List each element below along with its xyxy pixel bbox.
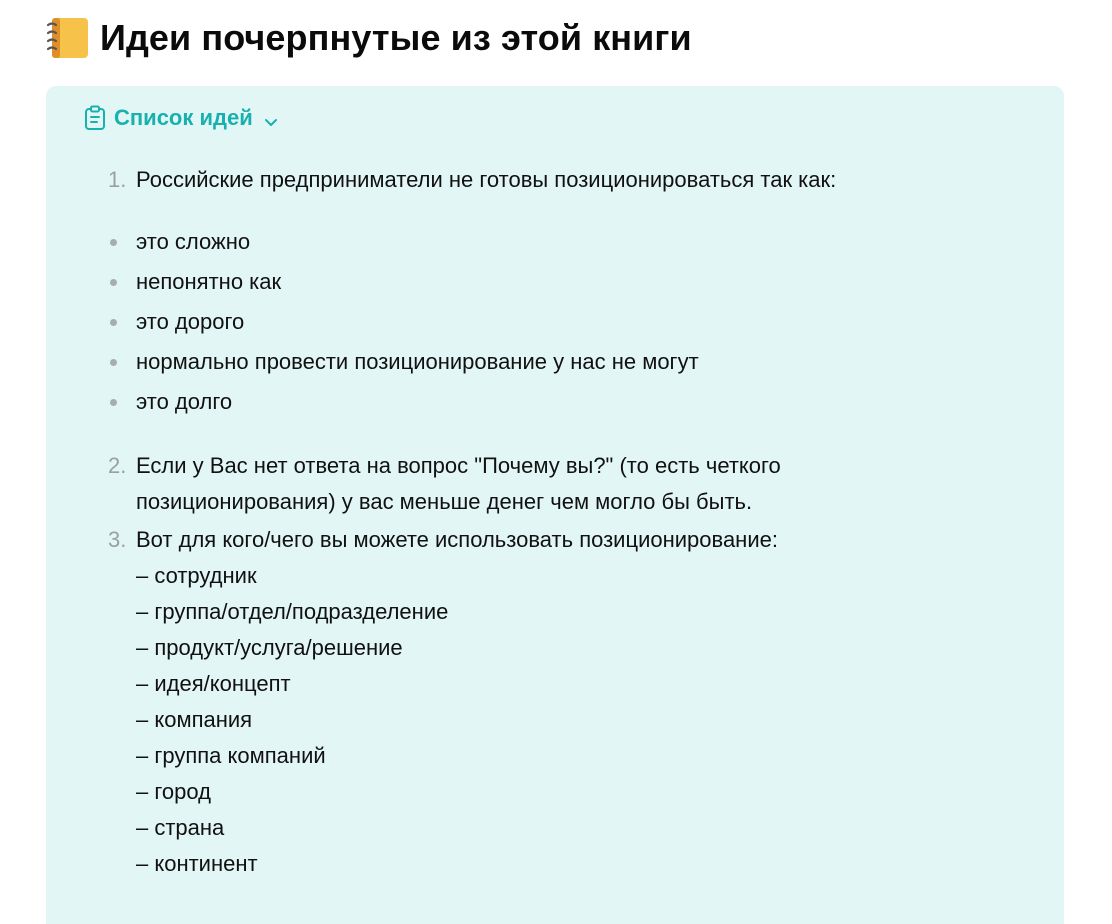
dash-item: – компания [136, 707, 253, 732]
bullet-item [110, 262, 699, 302]
bullet-text: нормально провести позиционирование у нас не могут [136, 349, 699, 374]
clipboard-icon [84, 105, 106, 131]
notebook-icon [44, 14, 92, 62]
list-item [108, 448, 856, 520]
list-item [108, 522, 956, 558]
bullet-item [110, 342, 699, 382]
bullet-dot [110, 279, 117, 286]
page-heading [44, 8, 692, 68]
dash-item: – группа/отдел/подразделение [136, 599, 449, 624]
page-title: Идеи почерпнутые из этой книги [100, 17, 692, 58]
dash-item: – группа компаний [136, 743, 326, 768]
list-marker: 3. [108, 527, 127, 552]
bullet-text: непонятно как [136, 269, 282, 294]
list-item-text: Если у Вас нет ответа на вопрос "Почему вы?" (то есть четкого позиционирования) у вас меньше денег чем могло бы быть. [136, 453, 781, 514]
ideas-toggle[interactable] [84, 105, 279, 131]
dash-item: – сотрудник [136, 563, 257, 588]
list-marker: 2. [108, 453, 127, 478]
list-marker: 1. [108, 167, 127, 192]
bullet-text: это сложно [136, 229, 251, 254]
ideas-callout [46, 86, 1064, 924]
list-item-text: Вот для кого/чего вы можете использовать позиционирование: [136, 527, 778, 552]
chevron-down-icon [263, 110, 279, 126]
list-item-text: Российские предприниматели не готовы позиционироваться так как: [136, 167, 837, 192]
bullet-text: это дорого [136, 309, 245, 334]
bullet-item [110, 302, 699, 342]
list-item [108, 162, 956, 198]
bullet-dot [110, 319, 117, 326]
dash-item: – идея/концепт [136, 671, 291, 696]
dash-list [136, 558, 448, 882]
bullet-item [110, 222, 699, 262]
dash-item: – продукт/услуга/решение [136, 635, 403, 660]
bullet-text: это долго [136, 389, 233, 414]
dash-item: – континент [136, 851, 258, 876]
ideas-toggle-label: Список идей [114, 105, 253, 130]
dash-item: – город [136, 779, 211, 804]
bullet-dot [110, 359, 117, 366]
dash-item: – страна [136, 815, 225, 840]
bullet-list [110, 222, 699, 422]
bullet-item [110, 382, 699, 422]
bullet-dot [110, 399, 117, 406]
bullet-dot [110, 239, 117, 246]
